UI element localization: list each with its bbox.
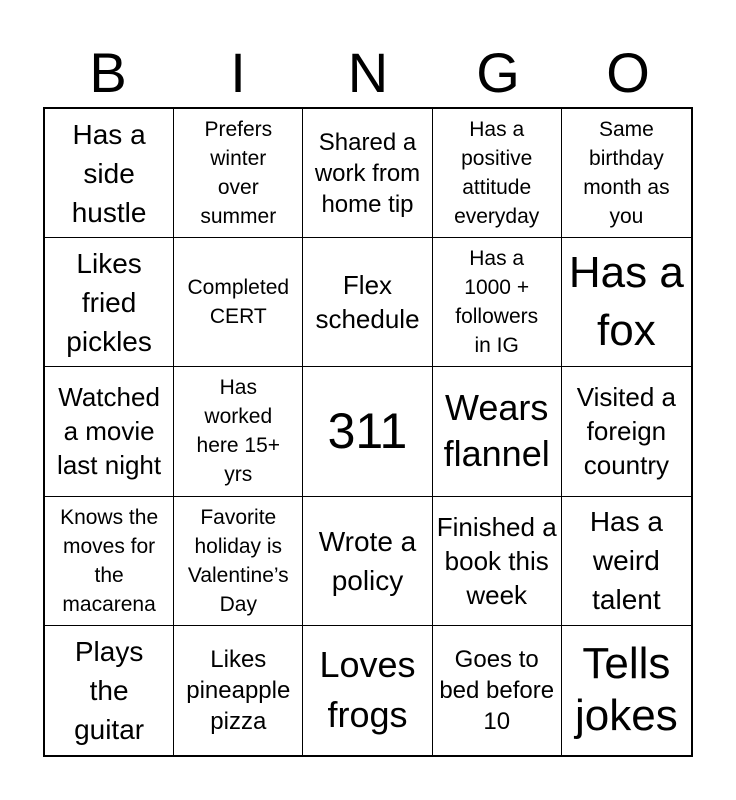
cell-text: Has worked here 15+ yrs: [196, 376, 281, 487]
bingo-cell-g5[interactable]: [433, 626, 562, 755]
cell-text: Likes pineapple pizza: [186, 645, 291, 735]
header-letter-o: O: [606, 41, 650, 104]
bingo-cell-o4[interactable]: [562, 497, 691, 626]
cell-text: Prefers winter over summer: [200, 118, 277, 229]
cell-text: Has a fox: [568, 248, 684, 356]
cell-text: Goes to bed before 10: [439, 645, 555, 735]
bingo-cell-i3[interactable]: [174, 367, 303, 496]
cell-text: Completed CERT: [187, 276, 290, 329]
cell-text: Wears flannel: [443, 387, 550, 475]
bingo-cell-o1[interactable]: [562, 109, 691, 238]
cell-text: Knows the moves for the macarena: [60, 505, 159, 616]
bingo-cell-g1[interactable]: [433, 109, 562, 238]
bingo-cell-o2[interactable]: [562, 238, 691, 367]
bingo-header: [43, 38, 693, 108]
bingo-cell-g2[interactable]: [433, 238, 562, 367]
cell-text: Favorite holiday is Valentine’s Day: [187, 505, 289, 616]
bingo-cell-i5[interactable]: [174, 626, 303, 755]
bingo-cell-n3[interactable]: [303, 367, 432, 496]
cell-text: Visited a foreign country: [576, 382, 677, 481]
bingo-cell-g3[interactable]: [433, 367, 562, 496]
bingo-cell-b1[interactable]: [45, 109, 174, 238]
cell-text: Watched a movie last night: [57, 382, 162, 481]
cell-text: Likes fried pickles: [66, 247, 152, 357]
bingo-cell-o5[interactable]: [562, 626, 691, 755]
cell-text: Flex schedule: [315, 270, 420, 335]
bingo-cell-b2[interactable]: [45, 238, 174, 367]
cell-text: Has a side hustle: [71, 118, 147, 228]
bingo-cell-g4[interactable]: [433, 497, 562, 626]
bingo-cell-n5[interactable]: [303, 626, 432, 755]
cell-text: Same birthday month as you: [583, 118, 670, 229]
cell-text: 311: [327, 403, 408, 460]
cell-text: Plays the guitar: [74, 635, 145, 745]
bingo-cell-n1[interactable]: [303, 109, 432, 238]
bingo-cell-n2[interactable]: [303, 238, 432, 367]
cell-text: Has a 1000 + followers in IG: [455, 247, 539, 358]
bingo-cell-i2[interactable]: [174, 238, 303, 367]
bingo-cell-b3[interactable]: [45, 367, 174, 496]
cell-text: Finished a book this week: [436, 511, 557, 610]
bingo-board: [43, 107, 693, 757]
header-letter-i: I: [230, 41, 246, 104]
cell-text: Tells jokes: [575, 639, 678, 741]
cell-text: Loves frogs: [319, 644, 416, 736]
bingo-cell-b4[interactable]: [45, 497, 174, 626]
bingo-cell-n4[interactable]: [303, 497, 432, 626]
bingo-cell-o3[interactable]: [562, 367, 691, 496]
bingo-cell-i4[interactable]: [174, 497, 303, 626]
cell-text: Wrote a policy: [318, 525, 417, 596]
cell-text: Has a positive attitude everyday: [454, 118, 540, 229]
header-letter-g: G: [476, 41, 520, 104]
header-letter-n: N: [347, 41, 389, 104]
header-letter-b: B: [89, 41, 127, 104]
cell-text: Shared a work from home tip: [314, 128, 421, 218]
bingo-cell-i1[interactable]: [174, 109, 303, 238]
cell-text: Has a weird talent: [589, 506, 663, 616]
bingo-cell-b5[interactable]: [45, 626, 174, 755]
